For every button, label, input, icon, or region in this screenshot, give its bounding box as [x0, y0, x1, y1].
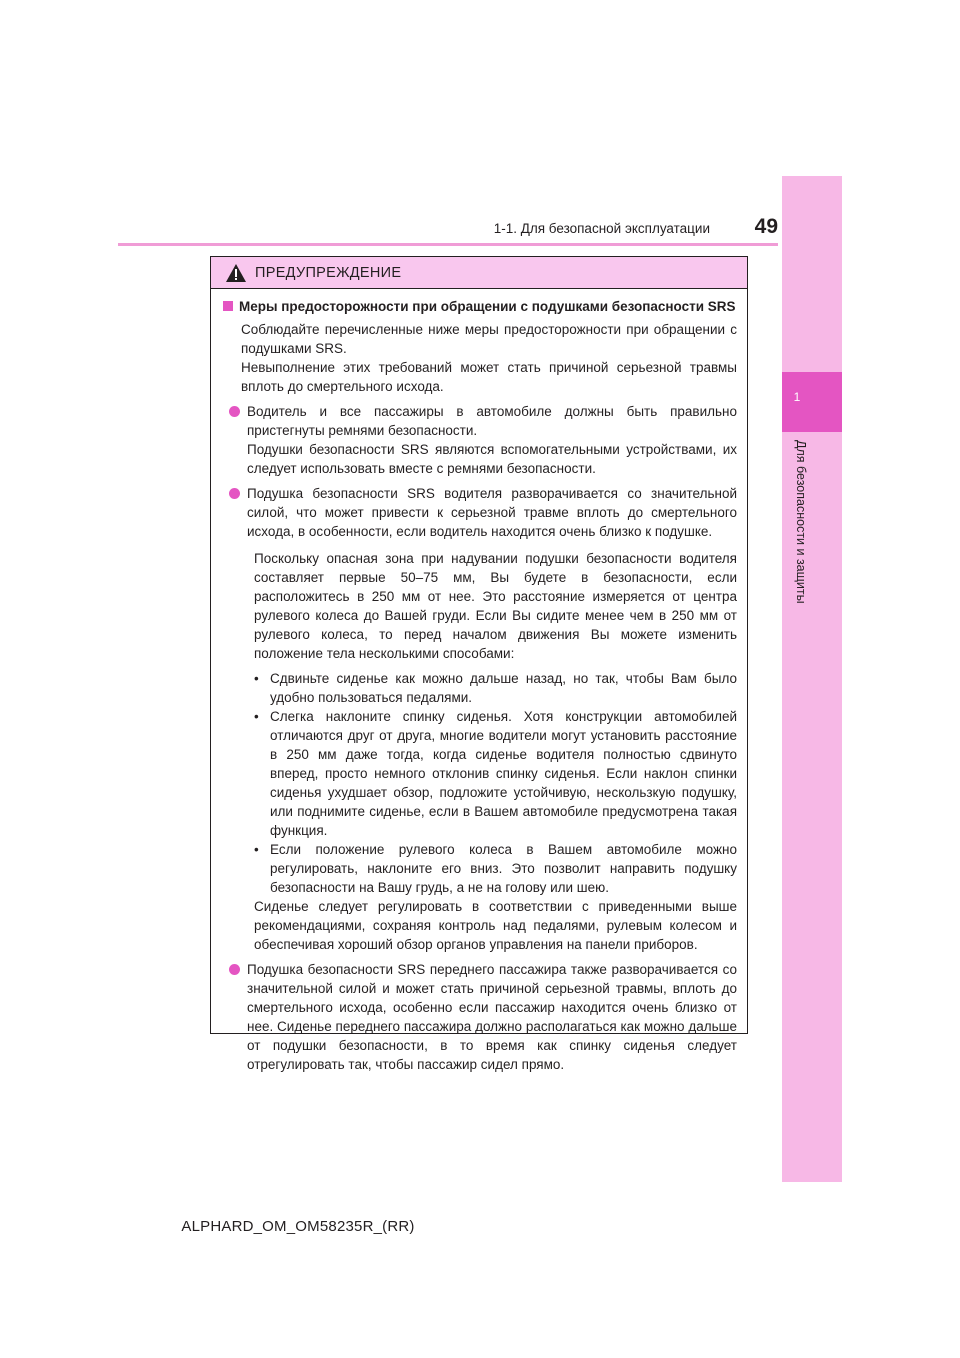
warning-item [223, 960, 737, 1074]
list-item-text: Сдвиньте сиденье как можно дальше назад, но так, чтобы Вам было удобно пользоваться педалями. [270, 671, 737, 705]
warning-item-text: Водитель и все пассажиры в автомобиле должны быть правильно пристегнуты ремнями безопасности. [247, 404, 737, 438]
section-heading-text: Меры предосторожности при обращении с подушками безопасности SRS [239, 299, 736, 314]
warning-triangle-icon [225, 263, 247, 283]
manual-code: ALPHARD_OM_OM58235R_(RR) [181, 1218, 415, 1235]
chapter-number: 1 [793, 390, 801, 404]
dot-bullet-icon [229, 964, 240, 975]
chapter-side-tab [782, 176, 842, 1182]
list-item [254, 840, 737, 897]
method-list [254, 669, 737, 897]
list-item-text: Если положение рулевого колеса в Вашем автомобиле можно регулировать, наклоните его вниз. Это позволит направить подушку безопасности на Вашу грудь, а не на голову или шею. [270, 842, 737, 895]
warning-item-text: Подушки безопасности SRS являются вспомогательными устройствами, их следует использовать вместе с ремнями безопасности. [247, 442, 737, 476]
warning-item-text: Подушка безопасности SRS водителя разворачивается со значительной силой, что может привести к серьезной травме вплоть до смертельного исхода, в особенности, если водитель находится очень близко к подушке. [247, 486, 737, 539]
section-title: 1-1. Для безопасной эксплуатации [493, 221, 710, 236]
detail-paragraph: Поскольку опасная зона при надувании подушки безопасности водителя составляет первые 50–75 мм, Вы будете в безопасности, если расположитесь в 250 мм от нее. Это расстояние измеряется от центра рулевого колеса до Вашей груди. Если Вы сидите менее чем в 250 мм от рулевого колеса, то перед началом движения Вы можете изменить положение тела несколькими способами: [254, 551, 737, 661]
list-item-text: Слегка наклоните спинку сиденья. Хотя конструкции автомобилей отличаются друг от друга, многие водители могут установить расстояние в 250 мм даже тогда, когда сиденье водителя полностью сдвинуто вперед, просто немного отклонив спинку сиденья. Если наклон спинки сиденья ухудшает обзор, подложите устойчивую, нескользкую подушку, или поднимите сиденье, если в Вашем автомобиле предусмотрена такая функция. [270, 709, 737, 838]
warning-header [211, 257, 747, 289]
list-marker: • [254, 842, 259, 857]
warning-box [210, 256, 748, 1072]
list-marker: • [254, 709, 259, 724]
list-item [254, 669, 737, 707]
closing-paragraph: Сиденье следует регулировать в соответствии с приведенными выше рекомендациями, сохраняя контроль над педалями, рулевым колесом и обеспечивая хороший обзор органов управления на панели приборов. [254, 899, 737, 952]
warning-item [223, 402, 737, 478]
square-bullet-icon [223, 301, 233, 311]
dot-bullet-icon [229, 488, 240, 499]
page-number: 49 [754, 215, 778, 238]
chapter-label: Для безопасности и защиты [794, 440, 808, 604]
section-heading [223, 297, 737, 316]
dot-bullet-icon [229, 406, 240, 417]
intro-paragraph: Соблюдайте перечисленные ниже меры предосторожности при обращении с подушками SRS. [241, 322, 737, 356]
intro-paragraph: Невыполнение этих требований может стать причиной серьезной травмы вплоть до смертельного исхода. [241, 360, 737, 394]
warning-item [223, 484, 737, 541]
warning-title: ПРЕДУПРЕЖДЕНИЕ [255, 264, 402, 281]
warning-item-text: Подушка безопасности SRS переднего пассажира также разворачивается со значительной силой и может стать причиной серьезной травмы, вплоть до смертельного исхода, особенно если пассажир находится очень близко от нее. Сиденье переднего пассажира должно располагаться как можно дальше от подушки безопасности, в то время как спинку сиденья следует отрегулировать так, чтобы пассажир сидел прямо. [247, 962, 737, 1072]
header-divider [118, 243, 778, 246]
list-item [254, 707, 737, 840]
warning-body [211, 289, 747, 1074]
list-marker: • [254, 671, 259, 686]
